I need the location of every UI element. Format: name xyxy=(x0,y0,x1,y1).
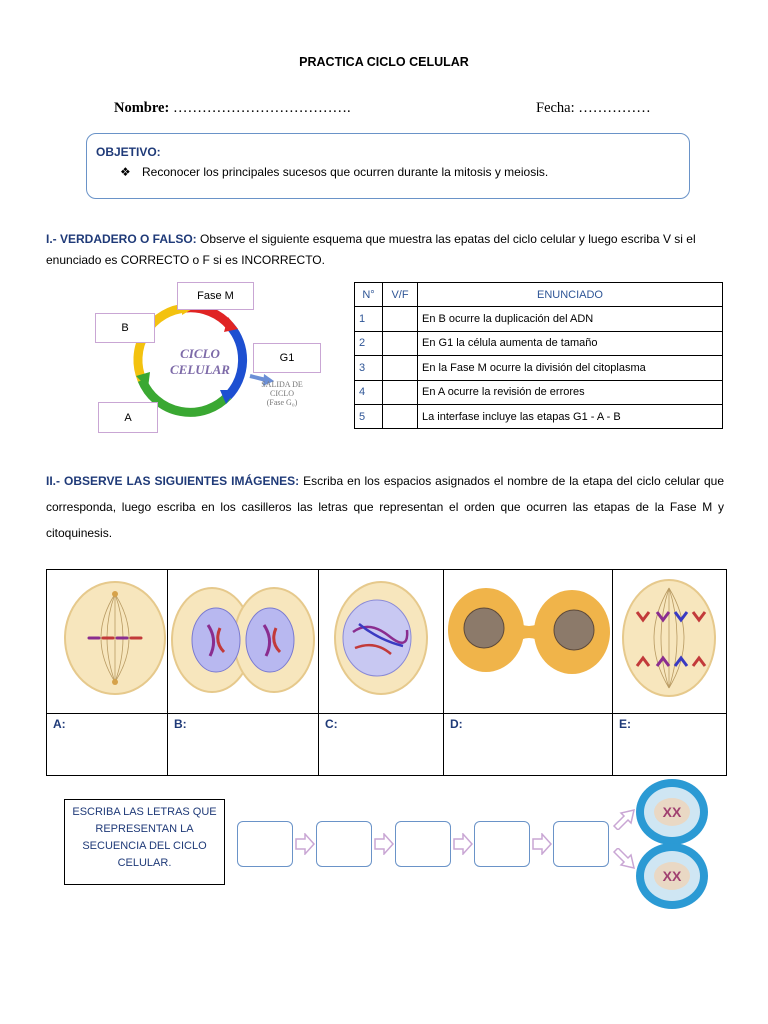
svg-text:XX: XX xyxy=(662,868,682,884)
header-vf: V/F xyxy=(383,283,418,307)
arrow-down-right-icon xyxy=(612,848,636,870)
prophase-image-cell xyxy=(319,570,444,714)
true-false-table xyxy=(354,282,723,429)
cytokinesis-image-cell xyxy=(444,570,613,714)
header-statement: ENUNCIADO xyxy=(418,283,723,307)
cycle-center-label: CICLO CELULAR xyxy=(170,346,230,377)
telophase-image-cell xyxy=(168,570,319,714)
vf-answer-cell[interactable] xyxy=(383,380,418,404)
date-label: Fecha: xyxy=(536,100,575,116)
answer-cell-c[interactable]: C: xyxy=(319,714,444,776)
telophase-cell-icon xyxy=(168,570,318,708)
name-label: Nombre: xyxy=(114,100,170,116)
name-dots: ………………………………. xyxy=(172,100,351,116)
vf-answer-cell[interactable] xyxy=(383,307,418,331)
cycle-exit-label: SALIDA DE CICLO (Fase G₀) xyxy=(261,380,303,407)
objective-bullet-icon: ❖ xyxy=(120,165,131,179)
section1-heading: I.- VERDADERO O FALSO: xyxy=(46,232,197,246)
name-field[interactable] xyxy=(114,100,351,117)
date-field[interactable] xyxy=(536,100,651,117)
table-row: 4 En A ocurre la revisión de errores xyxy=(355,380,723,404)
page-title: PRACTICA CICLO CELULAR xyxy=(299,55,469,69)
anaphase-cell-icon xyxy=(613,570,726,708)
metaphase-image-cell xyxy=(47,570,168,714)
answer-cell-d[interactable]: D: xyxy=(444,714,613,776)
vf-answer-cell[interactable] xyxy=(383,331,418,355)
sequence-box-3[interactable] xyxy=(395,821,451,867)
objective-title: OBJETIVO: xyxy=(96,145,161,159)
daughter-cell-bottom-icon xyxy=(634,842,714,912)
label-g1: G1 xyxy=(253,343,321,373)
vf-answer-cell[interactable] xyxy=(383,404,418,428)
arrow-right-icon xyxy=(295,833,315,855)
daughter-cell-top-icon xyxy=(634,778,714,848)
section1-instructions: I.- VERDADERO O FALSO: Observe el siguiente esquema que muestra las epatas del ciclo celular y luego escriba V si el enunciado es CORRECTO o F si es INCORRECTO. xyxy=(46,232,696,267)
sequence-instruction-box: ESCRIBA LAS LETRAS QUE REPRESENTAN LA SECUENCIA DEL CICLO CELULAR. xyxy=(64,799,225,885)
sequence-box-2[interactable] xyxy=(316,821,372,867)
section2-instructions: II.- OBSERVE LAS SIGUIENTES IMÁGENES: Escriba en los espacios asignados el nombre de la etapa del ciclo celular que corresponda, luego escriba en los casilleros las letras que representan el orden que ocurren las etapas de la Fase M y citoquinesis. xyxy=(46,474,724,540)
table-row: 3 En la Fase M ocurre la división del citoplasma xyxy=(355,356,723,380)
section2-heading: II.- OBSERVE LAS SIGUIENTES IMÁGENES: xyxy=(46,474,300,488)
answer-cell-e[interactable]: E: xyxy=(613,714,727,776)
label-fase-m: Fase M xyxy=(177,282,254,310)
anaphase-image-cell xyxy=(613,570,727,714)
prophase-cell-icon xyxy=(319,570,443,708)
label-b: B xyxy=(95,313,155,343)
sequence-box-4[interactable] xyxy=(474,821,530,867)
arrow-right-icon xyxy=(374,833,394,855)
arrow-right-icon xyxy=(453,833,473,855)
cytokinesis-cell-icon xyxy=(444,570,612,708)
header-number: N° xyxy=(355,283,383,307)
cycle-arc-red xyxy=(186,308,230,326)
table-row: 5 La interfase incluye las etapas G1 - A - B xyxy=(355,404,723,428)
answer-cell-b[interactable]: B: xyxy=(168,714,319,776)
vf-answer-cell[interactable] xyxy=(383,356,418,380)
objective-text: Reconocer los principales sucesos que ocurren durante la mitosis y meiosis. xyxy=(142,165,549,179)
date-dots: …………… xyxy=(578,100,651,116)
svg-text:XX: XX xyxy=(662,804,682,820)
arrow-up-right-icon xyxy=(612,808,636,830)
sequence-box-5[interactable] xyxy=(553,821,609,867)
table-row: 2 En G1 la célula aumenta de tamaño xyxy=(355,331,723,355)
label-a: A xyxy=(98,402,158,433)
sequence-box-1[interactable] xyxy=(237,821,293,867)
arrow-right-icon xyxy=(532,833,552,855)
stage-images-table xyxy=(46,569,727,776)
metaphase-cell-icon xyxy=(47,570,167,708)
table-row: 1 En B ocurre la duplicación del ADN xyxy=(355,307,723,331)
answer-cell-a[interactable]: A: xyxy=(47,714,168,776)
